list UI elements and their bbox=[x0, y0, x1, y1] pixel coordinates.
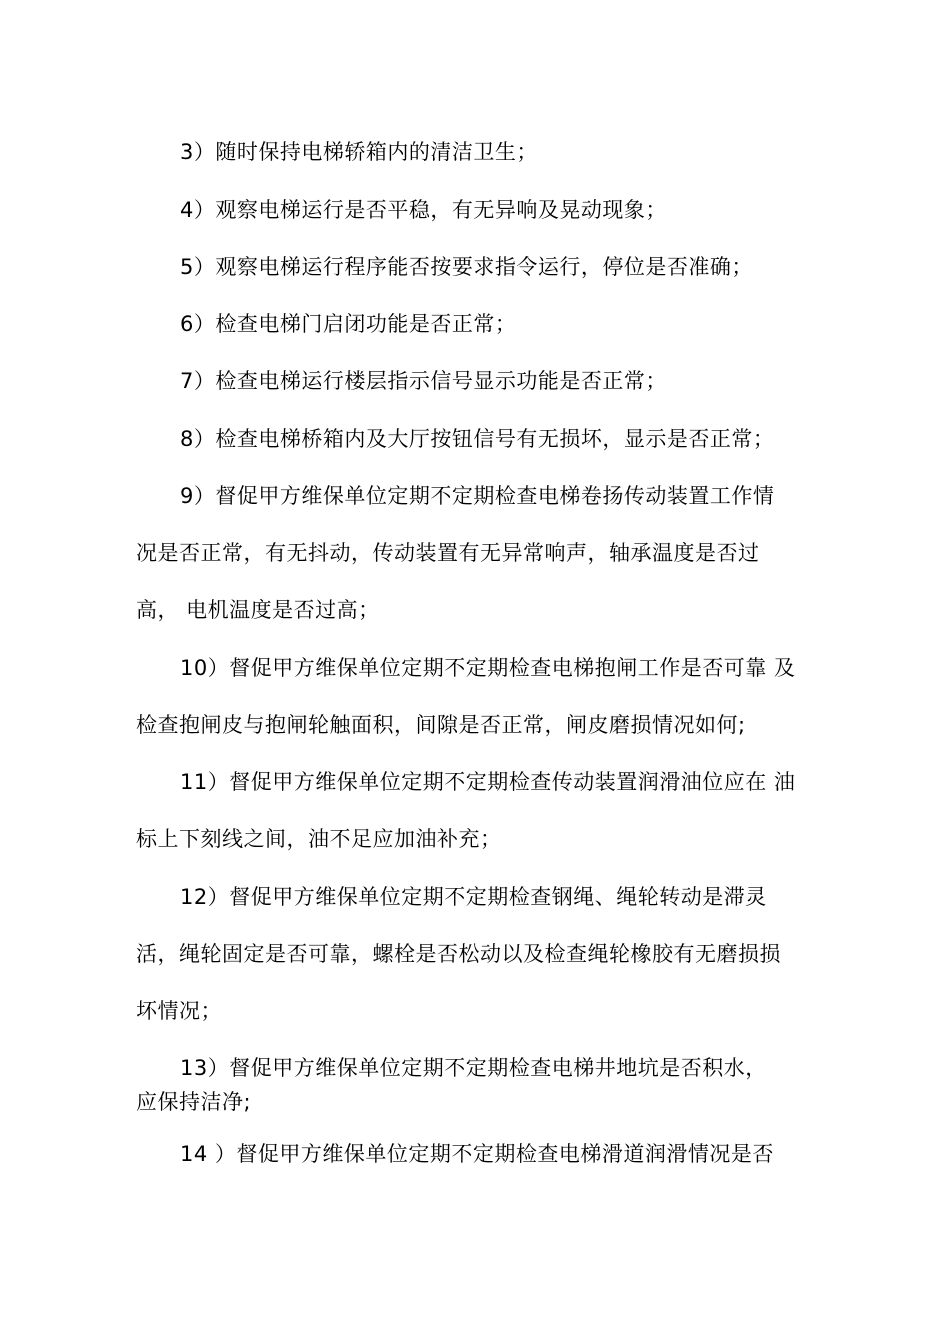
paragraph-13-line-1: 13）督促甲方维保单位定期不定期检查电梯井地坑是否积水， bbox=[180, 1056, 767, 1080]
paragraph-9-line-1: 9）督促甲方维保单位定期不定期检查电梯卷扬传动装置工作情 bbox=[180, 484, 775, 508]
paragraph-7-line-1: 7）检查电梯运行楼层指示信号显示功能是否正常； bbox=[180, 369, 667, 393]
paragraph-5-line-1: 5）观察电梯运行程序能否按要求指令运行，停位是否准确； bbox=[180, 255, 753, 279]
paragraph-11-line-1: 11）督促甲方维保单位定期不定期检查传动装置润滑油位应在 油 bbox=[180, 770, 796, 794]
paragraph-13-line-2: 应保持洁净; bbox=[136, 1090, 252, 1114]
paragraph-8-line-1: 8）检查电梯桥箱内及大厅按钮信号有无损坏，显示是否正常； bbox=[180, 427, 775, 451]
paragraph-12-line-1: 12）督促甲方维保单位定期不定期检查钢绳、绳轮转动是滞灵 bbox=[180, 885, 767, 909]
paragraph-12-line-2: 活，绳轮固定是否可靠，螺栓是否松动以及检查绳轮橡胶有无磨损损 bbox=[136, 942, 781, 966]
paragraph-9-line-2: 况是否正常，有无抖动，传动装置有无异常响声，轴承温度是否过 bbox=[136, 541, 760, 565]
paragraph-12-line-3: 坏情况； bbox=[136, 999, 222, 1023]
paragraph-11-line-2: 标上下刻线之间，油不足应加油补充； bbox=[136, 827, 502, 851]
paragraph-4-line-1: 4）观察电梯运行是否平稳，有无异响及晃动现象； bbox=[180, 198, 667, 222]
paragraph-10-line-2: 检查抱闸皮与抱闸轮触面积，间隙是否正常，闸皮磨损情况如何; bbox=[136, 713, 746, 737]
paragraph-9-line-3: 高， 电机温度是否过高； bbox=[136, 598, 380, 622]
paragraph-14-line-1: 14 ）督促甲方维保单位定期不定期检查电梯滑道润滑情况是否 bbox=[180, 1142, 774, 1166]
paragraph-3-line-1: 3）随时保持电梯轿箱内的清洁卫生； bbox=[180, 140, 538, 164]
paragraph-6-line-1: 6）检查电梯门启闭功能是否正常； bbox=[180, 312, 517, 336]
paragraph-10-line-1: 10）督促甲方维保单位定期不定期检查电梯抱闸工作是否可靠 及 bbox=[180, 656, 796, 680]
